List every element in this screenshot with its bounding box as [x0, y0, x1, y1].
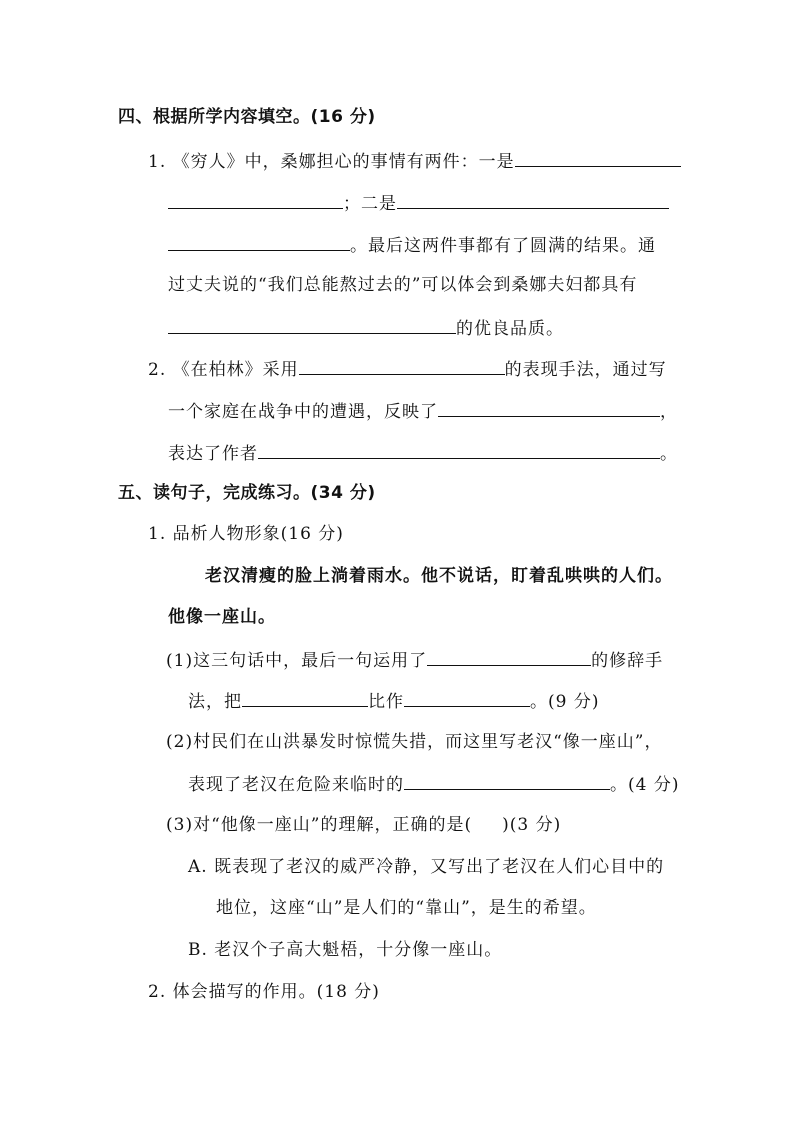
question-4-1-line-2: [168, 190, 669, 216]
question-text: ；二是: [343, 194, 397, 214]
question-text: 。(4 分): [610, 775, 680, 795]
section-5-title: 五、读句子，完成练习。(34 分): [118, 483, 376, 503]
answer-blank[interactable]: [242, 688, 368, 707]
option-a-line-1[interactable]: A. 既表现了老汉的威严冷静，又写出了老汉在人们心目中的: [188, 857, 665, 877]
question-text: 。: [660, 444, 678, 464]
passage-line-1: 老汉清瘦的脸上淌着雨水。他不说话，盯着乱哄哄的人们。: [205, 566, 673, 586]
item-1-label: 1. 品析人物形象(16 分): [148, 524, 344, 544]
question-text: 的优良品质。: [456, 319, 564, 339]
question-4-1-line-1: [148, 148, 681, 174]
question-text: )(3 分): [502, 815, 562, 835]
sub-question-2-line-2: [188, 771, 679, 797]
answer-blank[interactable]: [168, 232, 350, 251]
question-text: 比作: [368, 692, 404, 712]
sub-question-3: [166, 813, 561, 837]
option-a-line-2: 地位，这座“山”是人们的“靠山”，是生的希望。: [216, 898, 597, 918]
question-4-1-line-5: [168, 315, 564, 341]
section-4-title: 四、根据所学内容填空。(16 分): [118, 107, 376, 127]
answer-blank[interactable]: [299, 356, 505, 375]
question-number: 1.: [148, 152, 167, 172]
question-4-2-line-1: [148, 356, 667, 382]
answer-blank[interactable]: [404, 688, 530, 707]
sub-question-1-line-2: [188, 688, 599, 714]
option-b[interactable]: B. 老汉个子高大魁梧，十分像一座山。: [188, 940, 503, 960]
question-text: (3)对“他像一座山”的理解，正确的是(: [166, 815, 473, 835]
question-text: 。(9 分): [530, 692, 600, 712]
question-4-1-line-3: [168, 232, 656, 258]
answer-blank[interactable]: [427, 647, 591, 666]
question-text: (1)这三句话中，最后一句运用了: [166, 651, 428, 671]
question-text: ，: [660, 402, 678, 422]
question-4-1-line-4: 过丈夫说的“我们总能熬过去的”可以体会到桑娜夫妇都具有: [168, 275, 638, 295]
answer-blank[interactable]: [404, 771, 610, 790]
question-text: 。最后这两件事都有了圆满的结果。通: [350, 236, 656, 256]
answer-blank[interactable]: [258, 440, 660, 459]
answer-blank[interactable]: [438, 398, 660, 417]
item-2-label: 2. 体会描写的作用。(18 分): [148, 982, 380, 1002]
question-text: 一个家庭在战争中的遭遇，反映了: [168, 402, 438, 422]
question-text: 的表现手法，通过写: [504, 360, 667, 380]
question-text: 表达了作者: [168, 444, 258, 464]
answer-blank[interactable]: [515, 148, 681, 167]
question-text: 的修辞手: [591, 651, 664, 671]
question-number: 2.: [148, 360, 167, 380]
sub-question-1-line-1: [166, 647, 663, 673]
answer-blank[interactable]: [168, 190, 343, 209]
question-4-2-line-2: [168, 398, 678, 424]
question-text: 《在柏林》采用: [172, 360, 299, 380]
question-text: 法，把: [188, 692, 242, 712]
passage-line-2: 他像一座山。: [168, 607, 276, 627]
question-text: 《穷人》中，桑娜担心的事情有两件：一是: [172, 152, 515, 172]
answer-blank[interactable]: [397, 190, 669, 209]
sub-question-2-line-1: (2)村民们在山洪暴发时惊慌失措，而这里写老汉“像一座山”，: [166, 732, 663, 752]
question-4-2-line-3: [168, 440, 678, 466]
question-text: 表现了老汉在危险来临时的: [188, 775, 404, 795]
answer-blank[interactable]: [168, 315, 456, 334]
